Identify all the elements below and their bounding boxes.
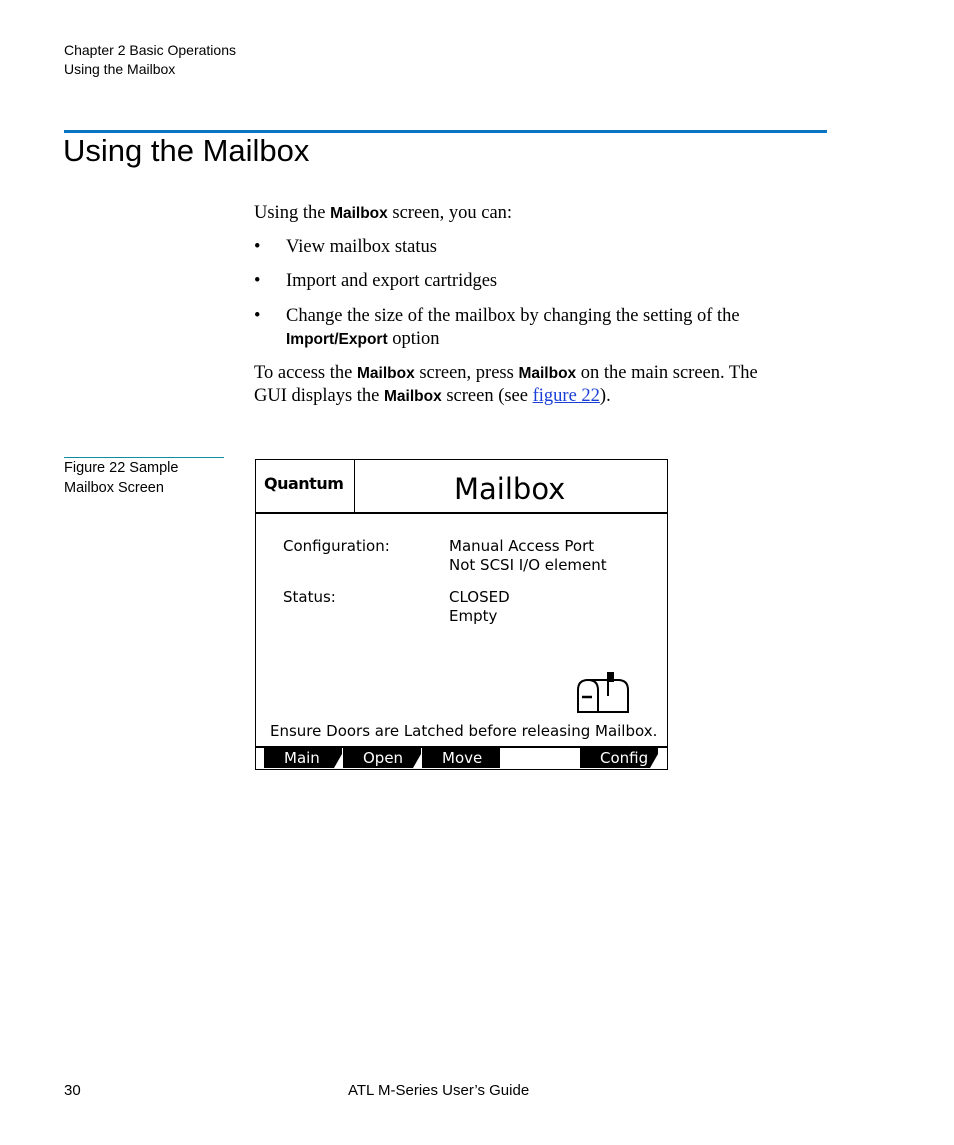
warning-message: Ensure Doors are Latched before releasing Mailbox. (270, 722, 658, 740)
quantum-logo: Quantum (264, 474, 344, 493)
figure-link[interactable]: figure 22 (532, 386, 600, 406)
running-header-chapter: Chapter 2 Basic Operations (64, 42, 236, 58)
intro-bold: Mailbox (330, 205, 388, 222)
bullet-marker: • (254, 306, 261, 326)
bullet-marker: • (254, 271, 261, 291)
status-value: CLOSED (449, 588, 510, 606)
mailbox-screen-figure (255, 459, 668, 770)
bullet-marker: • (254, 237, 261, 257)
config-value-2: Not SCSI I/O element (449, 556, 607, 574)
config-button[interactable]: Config (580, 748, 658, 768)
bullet-item: Import and export cartridges (286, 271, 498, 291)
config-label: Configuration: (283, 537, 390, 555)
page-number: 30 (64, 1082, 81, 1099)
running-header-section: Using the Mailbox (64, 61, 176, 77)
open-button[interactable]: Open (343, 748, 421, 768)
config-value: Manual Access Port (449, 537, 595, 555)
screen-title: Mailbox (454, 472, 566, 506)
footer-guide-title: ATL M-Series User’s Guide (348, 1082, 530, 1099)
page-title: Using the Mailbox (63, 133, 310, 168)
bullet-item: View mailbox status (286, 237, 437, 257)
intro-paragraph: Using the Mailbox screen, you can: (254, 203, 513, 223)
status-label: Status: (283, 588, 336, 606)
main-button[interactable]: Main (264, 748, 342, 768)
move-button[interactable]: Move (422, 748, 500, 768)
status-value-2: Empty (449, 607, 498, 625)
bullet-item: Change the size of the mailbox by changing the setting of the Import/Export option (286, 306, 740, 349)
mailbox-icon (572, 670, 630, 714)
figure-caption: Figure 22 Sample Mailbox Screen (64, 460, 179, 496)
access-paragraph: To access the Mailbox screen, press Mailbox on the main screen. The GUI displays the Mailbox screen (see figure 22). (254, 363, 758, 406)
